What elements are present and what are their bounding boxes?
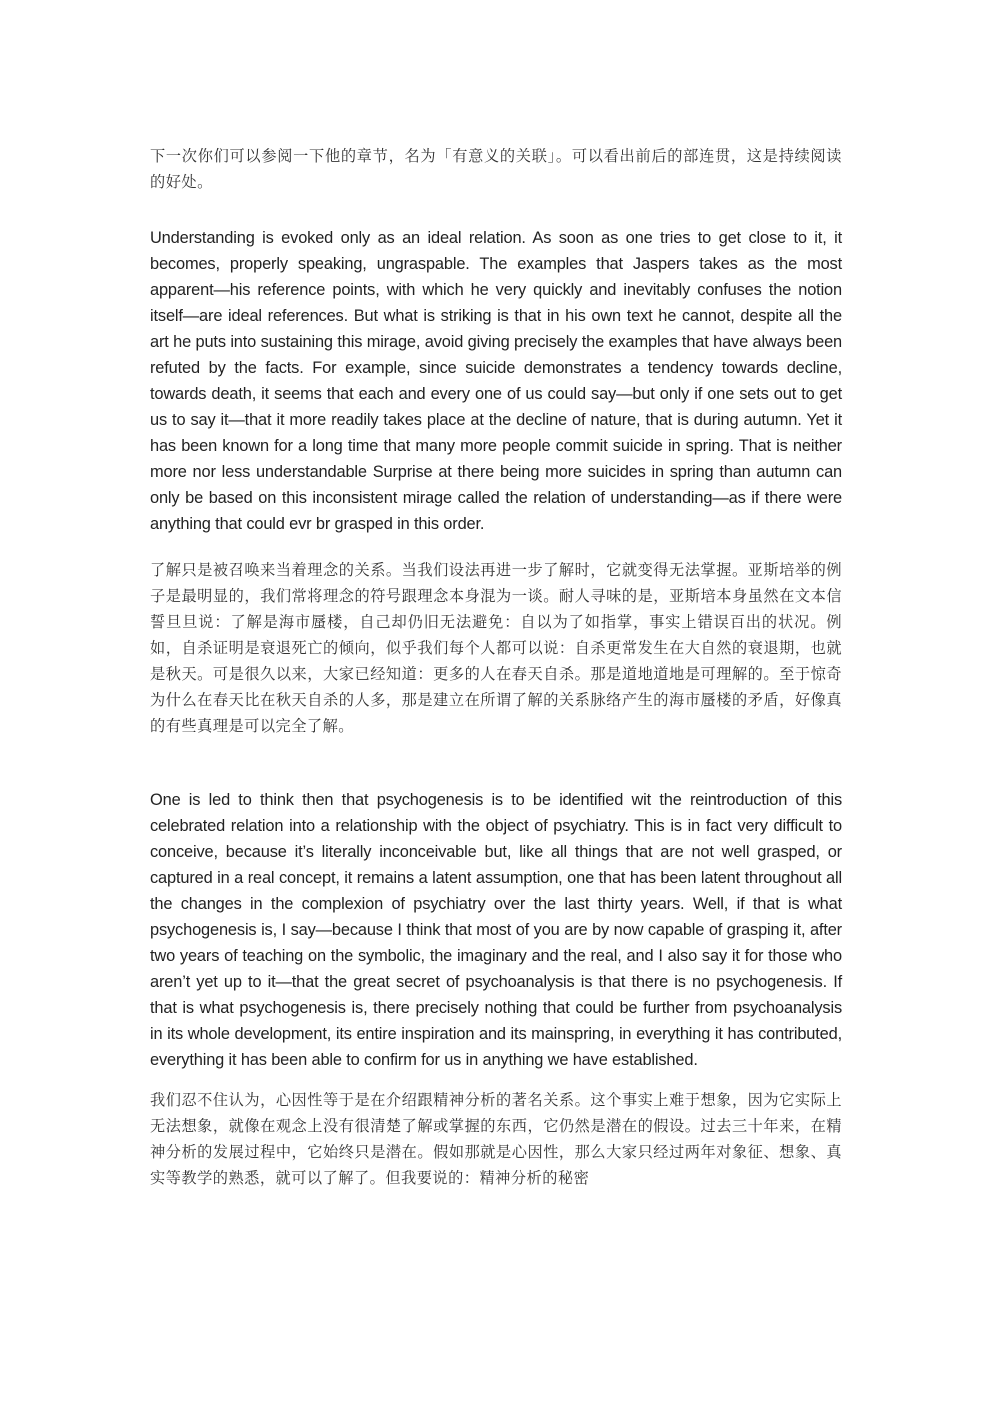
document-page xyxy=(150,143,842,1191)
paragraph-english-understanding: Understanding is evoked only as an ideal relation. As soon as one tries to get close to it, it becomes, properly speaking, ungraspable. The examples that Jaspers takes as the most apparent—his reference points, with which he very quickly and inevitably confuses the notion itself—are ideal references. But what is striking is that in his own text he cannot, despite all the art he puts into sustaining this mirage, avoid giving precisely the examples that have always been refuted by the facts. For example, since suicide demonstrates a tendency towards decline, towards death, it seems that each and every one of us could say—but only if one sets out to get us to say it—that it more readily takes place at the decline of nature, that is during autumn. Yet it has been known for a long time that many more people commit suicide in spring. That is neither more nor less understandable Surprise at there being more suicides in spring than autumn can only be based on this inconsistent mirage called the relation of understanding—as if there were anything that could evr br grasped in this order. xyxy=(150,229,842,533)
paragraph-english-psychogenesis: One is led to think then that psychogenesis is to be identified wit the reintroduction of this celebrated relation into a relationship with the object of psychiatry. This is in fact very difficult to conceive, because it’s literally inconceivable but, like all things that are not well grasped, or captured in a real concept, it remains a latent assumption, one that has been latent throughout all the changes in the complexion of psychiatry over the last thirty years. Well, if that is what psychogenesis is, I say—because I think that most of you are by now capable of grasping it, after two years of teaching on the symbolic, the imaginary and the real, and I also say it for those who aren’t yet up to it—that the great secret of psychoanalysis is that there is no psychogenesis. If that is what psychogenesis is, there precisely nothing that could be further from psychoanalysis in its whole development, its entire inspiration and its mainspring, in everything it has contributed, everything it has been able to confirm for us in anything we have established. xyxy=(150,791,842,1069)
paragraph-chinese-psychogenesis: 我们忍不住认为，心因性等于是在介绍跟精神分析的著名关系。这个事实上难于想象，因为它实际上无法想象，就像在观念上没有很清楚了解或掌握的东西，它仍然是潜在的假设。过去三十年来，在精神分析的发展过程中，它始终只是潜在。假如那就是心因性，那么大家只经过两年对象征、想象、真实等教学的熟悉，就可以了解了。但我要说的：精神分析的秘密 xyxy=(150,1091,842,1187)
paragraph-chinese-understanding: 了解只是被召唤来当着理念的关系。当我们设法再进一步了解时，它就变得无法掌握。亚斯培举的例子是最明显的，我们常将理念的符号跟理念本身混为一谈。耐人寻味的是，亚斯培本身虽然在文本信誓旦旦说：了解是海市蜃楼，自己却仍旧无法避免：自以为了如指掌，事实上错误百出的状况。例如，自杀证明是衰退死亡的倾向，似乎我们每个人都可以说：自杀更常发生在大自然的衰退期，也就是秋天。可是很久以来，大家已经知道：更多的人在春天自杀。那是道地道地是可理解的。至于惊奇为什么在春天比在秋天自杀的人多，那是建立在所谓了解的关系脉络产生的海市蜃楼的矛盾，好像真的有些真理是可以完全了解。 xyxy=(150,561,842,735)
paragraph-chinese-intro: 下一次你们可以参阅一下他的章节，名为「有意义的关联」。可以看出前后的部连贯，这是持续阅读的好处。 xyxy=(150,147,842,191)
